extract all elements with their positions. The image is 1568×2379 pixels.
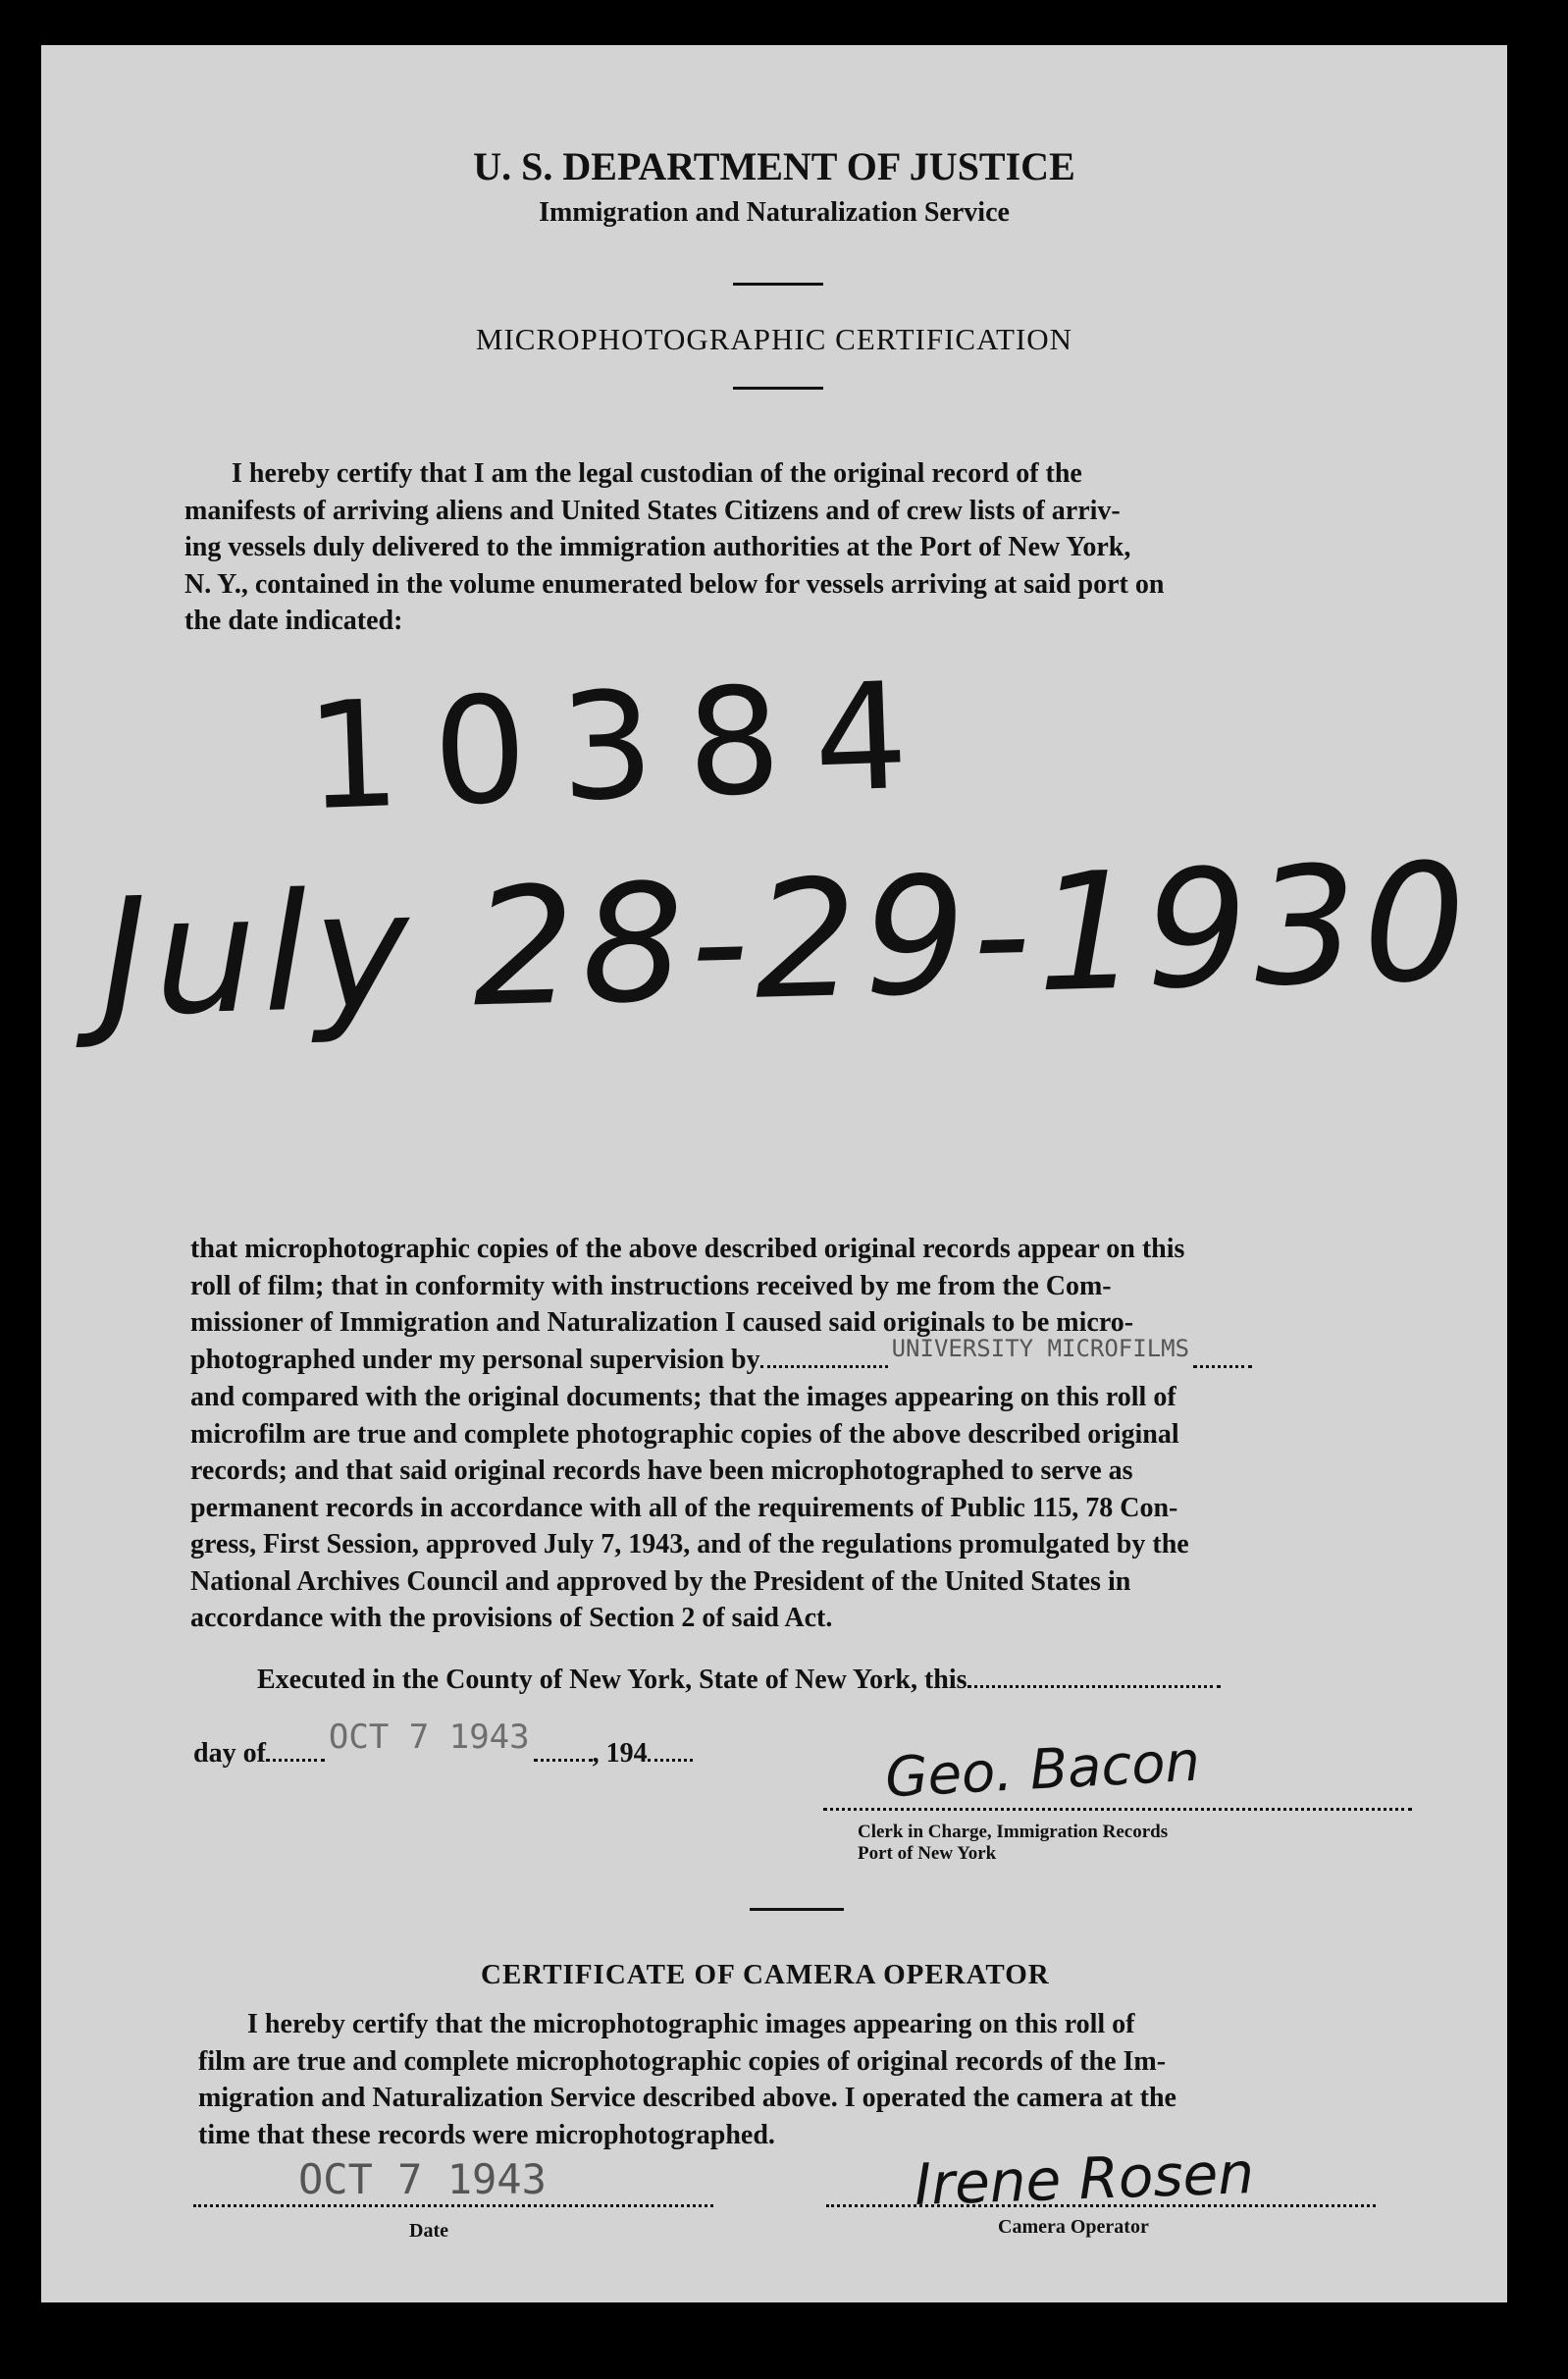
camera-line: film are true and complete microphotographic copies of original records of the Im- xyxy=(198,2045,1167,2077)
body-paragraph xyxy=(190,1231,1450,1637)
dotted-leader xyxy=(1193,1365,1252,1368)
body-line: records; and that said original records have been microphotographed to serve as xyxy=(190,1455,1133,1486)
body-line: permanent records in accordance with all of the requirements of Public 115, 78 Con- xyxy=(190,1492,1178,1523)
intro-line: ing vessels duly delivered to the immigration authorities at the Port of New York, xyxy=(184,532,1131,562)
intro-line: the date indicated: xyxy=(184,606,403,636)
intro-line: I hereby certify that I am the legal custodian of the original record of the xyxy=(232,458,1082,489)
supervision-text: photographed under my personal supervision by xyxy=(190,1344,760,1375)
camera-paragraph xyxy=(198,2006,1454,2153)
title-divider xyxy=(733,387,823,390)
camera-line: time that these records were microphotographed. xyxy=(198,2119,775,2150)
date-label: Date xyxy=(409,2220,448,2242)
microfilm-company-stamp: UNIVERSITY MICROFILMS xyxy=(891,1334,1190,1362)
body-line: and compared with the original documents; that the images appearing on this roll of xyxy=(190,1382,1176,1412)
handwritten-volume-number: 10384 xyxy=(303,650,945,844)
body-line: roll of film; that in conformity with instructions received by me from the Com- xyxy=(190,1270,1112,1301)
day-of-label: day of xyxy=(193,1738,266,1769)
clerk-title-line: Port of New York xyxy=(858,1843,997,1864)
dotted-leader xyxy=(534,1759,593,1762)
camera-line: I hereby certify that the microphotographic images appearing on this roll of xyxy=(247,2009,1135,2039)
clerk-signature-line xyxy=(823,1808,1412,1811)
body-line: missioner of Immigration and Naturalization I caused said originals to be micro- xyxy=(190,1307,1134,1338)
certification-title: MICROPHOTOGRAPHIC CERTIFICATION xyxy=(475,322,1073,356)
camera-date-stamp: OCT 7 1943 xyxy=(298,2155,547,2203)
camera-operator-label: Camera Operator xyxy=(998,2216,1149,2238)
camera-line: migration and Naturalization Service described above. I operated the camera at the xyxy=(198,2083,1176,2113)
certificate-page xyxy=(41,45,1507,2302)
header-divider xyxy=(733,283,823,286)
dotted-leader xyxy=(648,1759,693,1762)
handwritten-arrival-dates: July 28-29-1930 xyxy=(97,827,1475,1053)
executed-line xyxy=(257,1665,1221,1696)
body-line: gress, First Session, approved July 7, 1943, and of the regulations promulgated by the xyxy=(190,1529,1189,1560)
intro-paragraph xyxy=(184,455,1444,640)
executed-text: Executed in the County of New York, State of New York, this xyxy=(257,1665,967,1695)
operator-signature: Irene Rosen xyxy=(913,2139,1256,2219)
day-of-line xyxy=(193,1718,693,1771)
clerk-signature: Geo. Bacon xyxy=(883,1729,1202,1811)
date-signature-line xyxy=(193,2204,713,2207)
body-line: that microphotographic copies of the above described original records appear on this xyxy=(190,1234,1185,1264)
intro-line: manifests of arriving aliens and United States Citizens and of crew lists of arriv- xyxy=(184,495,1121,526)
supervision-line xyxy=(190,1334,1450,1380)
section-divider xyxy=(750,1908,844,1911)
service-subheading: Immigration and Naturalization Service xyxy=(539,197,1010,228)
dotted-leader xyxy=(967,1685,1221,1688)
dotted-leader xyxy=(266,1759,325,1762)
camera-operator-heading: CERTIFICATE OF CAMERA OPERATOR xyxy=(481,1959,1050,1990)
dotted-leader xyxy=(760,1365,888,1368)
body-line: National Archives Council and approved by the President of the United States in xyxy=(190,1565,1131,1597)
executed-date-stamp: OCT 7 1943 xyxy=(328,1718,530,1757)
intro-line: N. Y., contained in the volume enumerated below for vessels arriving at said port on xyxy=(184,568,1165,600)
clerk-title xyxy=(858,1822,1168,1865)
clerk-title-line: Clerk in Charge, Immigration Records xyxy=(858,1822,1169,1842)
operator-signature-line xyxy=(826,2204,1376,2207)
body-line: microfilm are true and complete photographic copies of the above described original xyxy=(190,1418,1179,1450)
department-heading: U. S. DEPARTMENT OF JUSTICE xyxy=(473,144,1075,188)
body-line: accordance with the provisions of Section 2 of said Act. xyxy=(190,1603,833,1633)
year-label: , 194 xyxy=(592,1738,648,1769)
